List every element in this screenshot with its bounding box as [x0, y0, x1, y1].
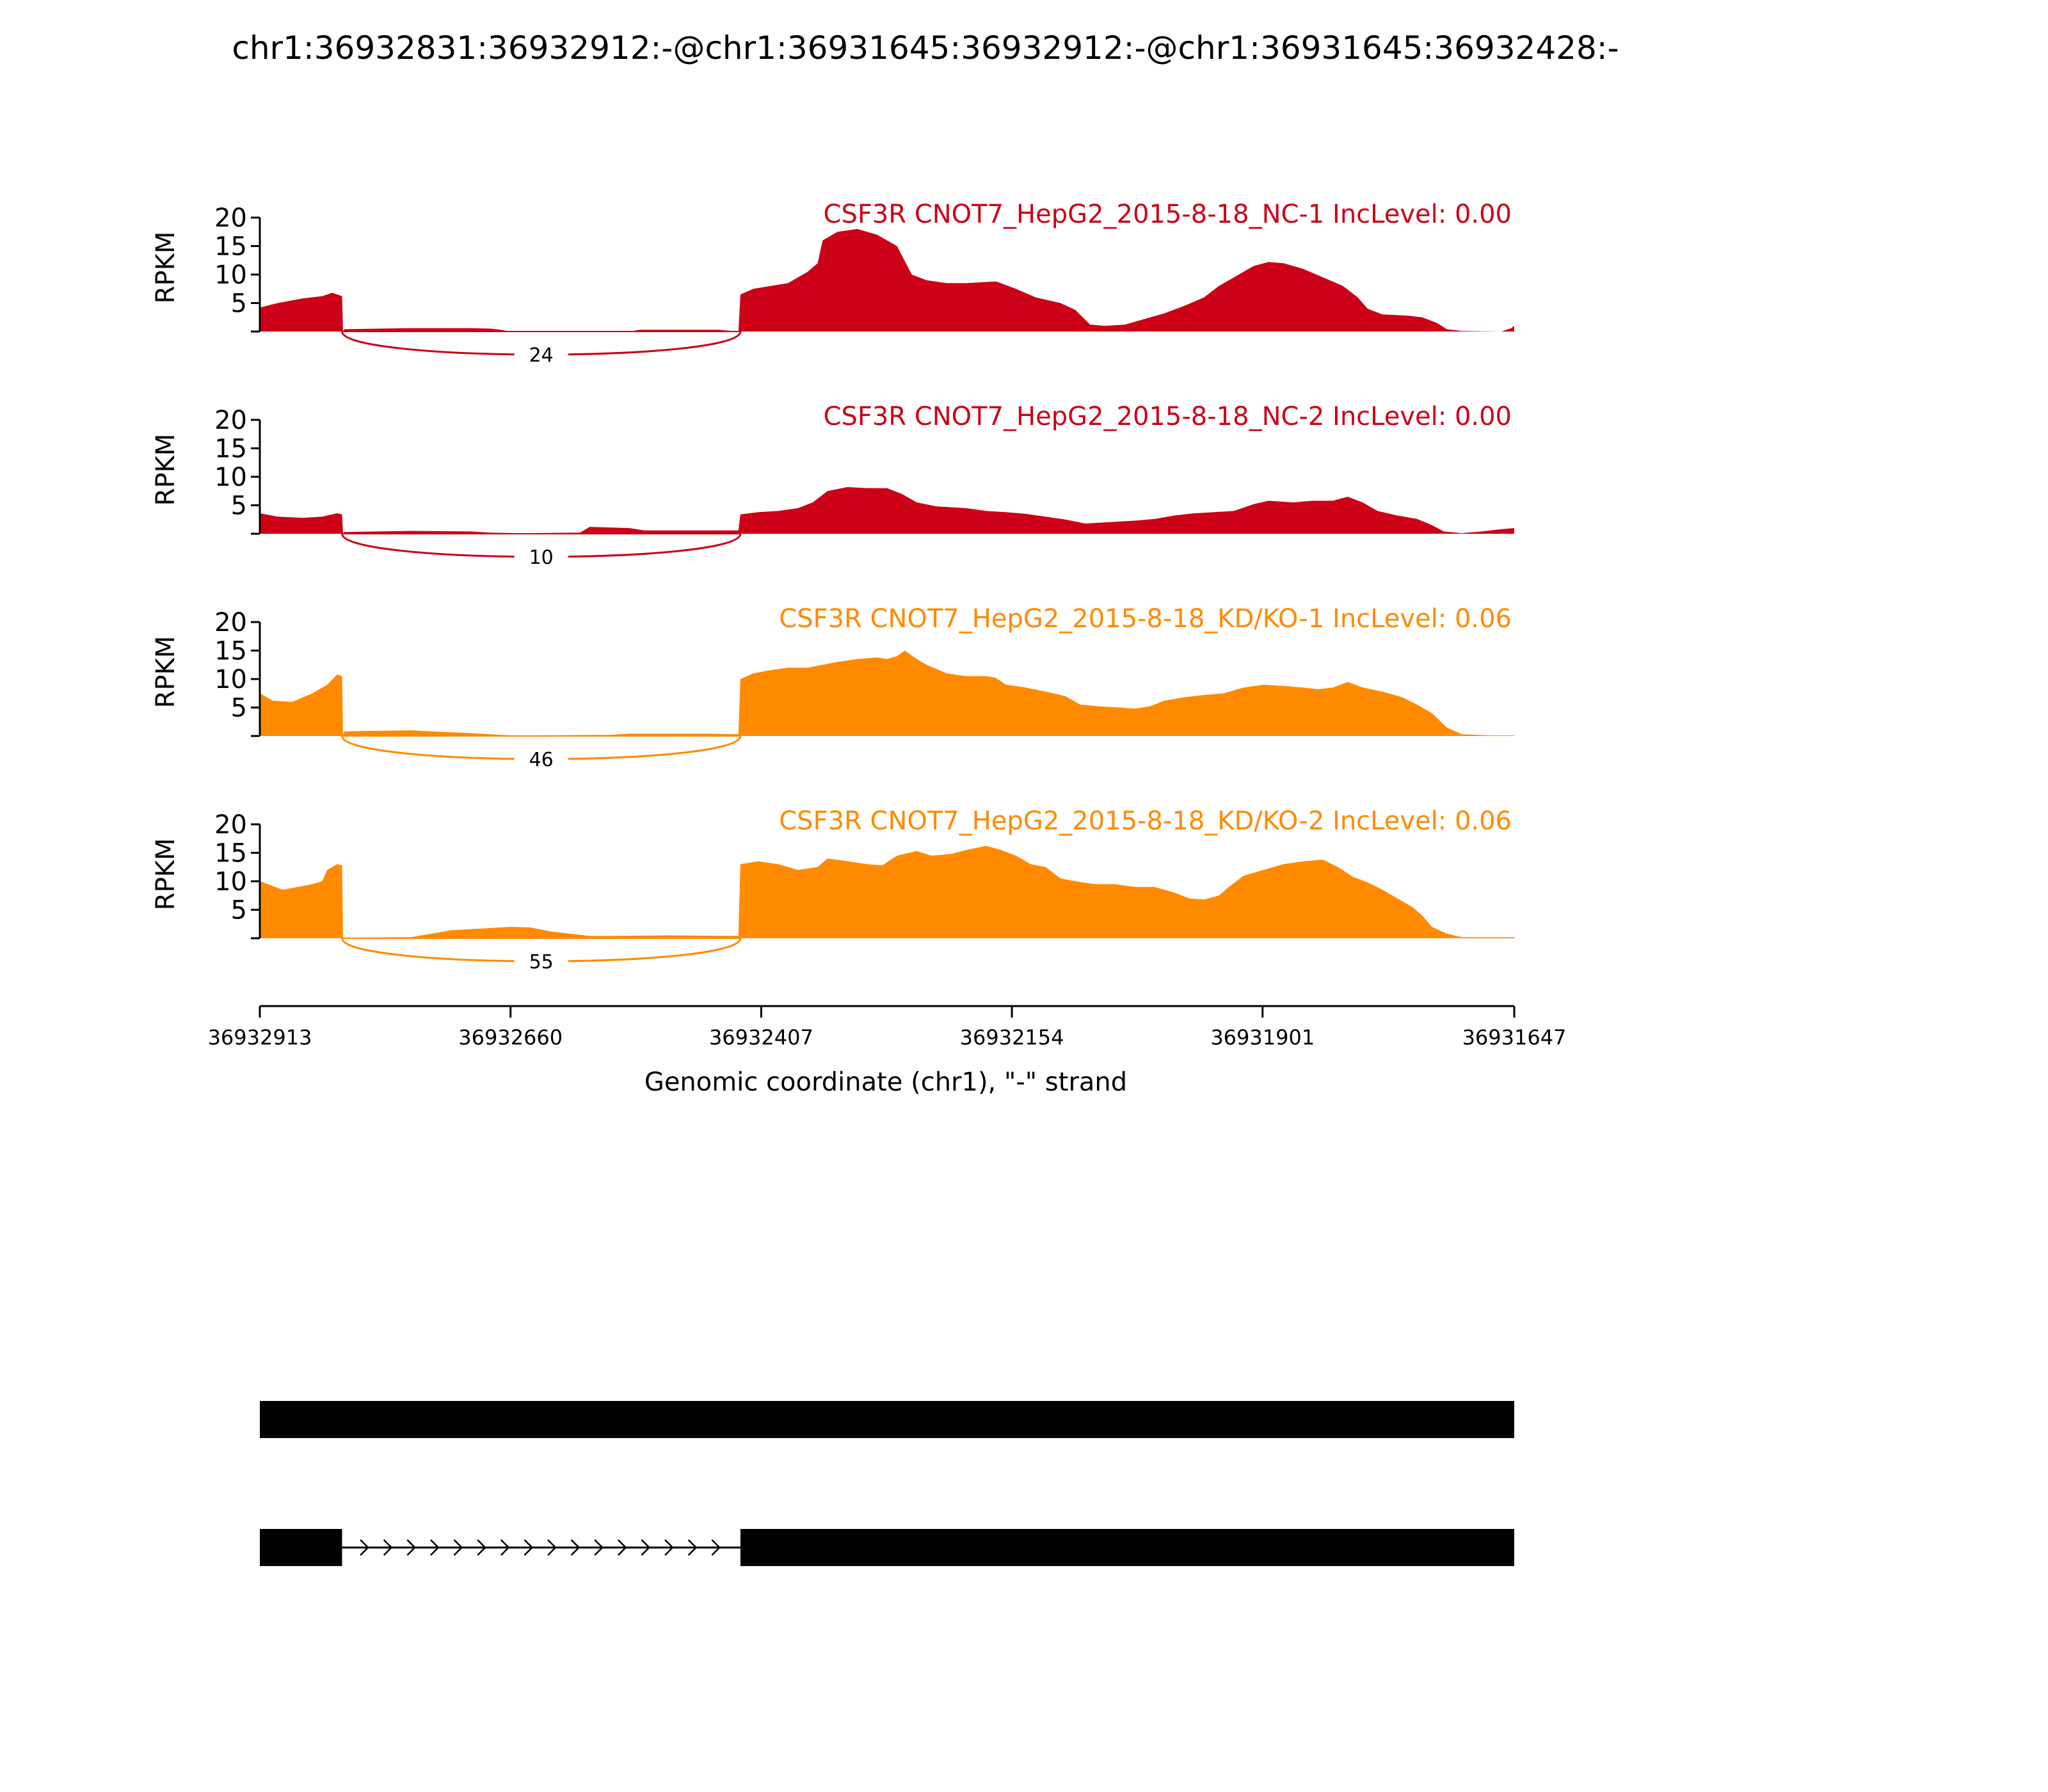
- track-label: CSF3R CNOT7_HepG2_2015-8-18_KD/KO-2 IncLevel: 0.06: [779, 806, 1512, 836]
- x-tick-label: 36932660: [458, 1025, 563, 1050]
- y-tick-label: 15: [214, 434, 247, 464]
- gene-model: [260, 1401, 1514, 1438]
- x-axis: [208, 1006, 1567, 1050]
- y-tick-label: 15: [214, 636, 247, 666]
- y-tick-label: 10: [214, 665, 247, 694]
- y-tick-label: 5: [230, 895, 247, 925]
- y-tick-label: 20: [214, 204, 247, 233]
- y-tick-label: 5: [230, 289, 247, 319]
- gene-model: [260, 1529, 1514, 1566]
- y-axis-label: RPKM: [151, 838, 180, 911]
- coverage-area: [260, 651, 1514, 737]
- track-label: CSF3R CNOT7_HepG2_2015-8-18_KD/KO-1 IncLevel: 0.06: [779, 604, 1512, 634]
- track-label: CSF3R CNOT7_HepG2_2015-8-18_NC-2 IncLevel: 0.00: [823, 402, 1512, 431]
- x-axis-label: Genomic coordinate (chr1), "-" strand: [644, 1068, 1128, 1097]
- y-tick-label: 10: [214, 867, 247, 897]
- junction-count: 46: [529, 749, 554, 771]
- coverage-area: [260, 487, 1514, 534]
- track-label: CSF3R CNOT7_HepG2_2015-8-18_NC-1 IncLevel: 0.00: [823, 200, 1512, 229]
- x-tick-label: 36932913: [207, 1025, 312, 1050]
- chart-title: chr1:36932831:36932912:-@chr1:36931645:36932912:-@chr1:36931645:36932428:-: [232, 29, 1619, 67]
- x-tick-label: 36932154: [959, 1025, 1064, 1050]
- y-axis-label: RPKM: [151, 433, 180, 506]
- y-tick-label: 15: [214, 232, 247, 262]
- coverage-area: [260, 846, 1514, 938]
- y-tick-label: 20: [214, 810, 247, 840]
- y-tick-label: 10: [214, 260, 247, 290]
- exon-block: [740, 1529, 1514, 1566]
- junction-count: 24: [529, 344, 554, 367]
- x-tick-label: 36931901: [1210, 1025, 1315, 1050]
- exon-block: [260, 1401, 1514, 1438]
- coverage-area: [260, 229, 1514, 332]
- y-axis-label: RPKM: [151, 231, 180, 304]
- x-tick-label: 36932407: [708, 1025, 813, 1050]
- track-nc-2: [151, 402, 1512, 506]
- y-tick-label: 20: [214, 608, 247, 637]
- x-tick-label: 36931647: [1462, 1025, 1567, 1050]
- y-tick-label: 20: [214, 406, 247, 435]
- exon-block: [260, 1529, 342, 1566]
- junction-count: 55: [529, 951, 554, 973]
- y-axis-label: RPKM: [151, 636, 180, 708]
- y-tick-label: 5: [230, 693, 247, 723]
- y-tick-label: 10: [214, 463, 247, 492]
- y-tick-label: 15: [214, 838, 247, 868]
- y-tick-label: 5: [230, 491, 247, 521]
- junction-count: 10: [529, 547, 554, 569]
